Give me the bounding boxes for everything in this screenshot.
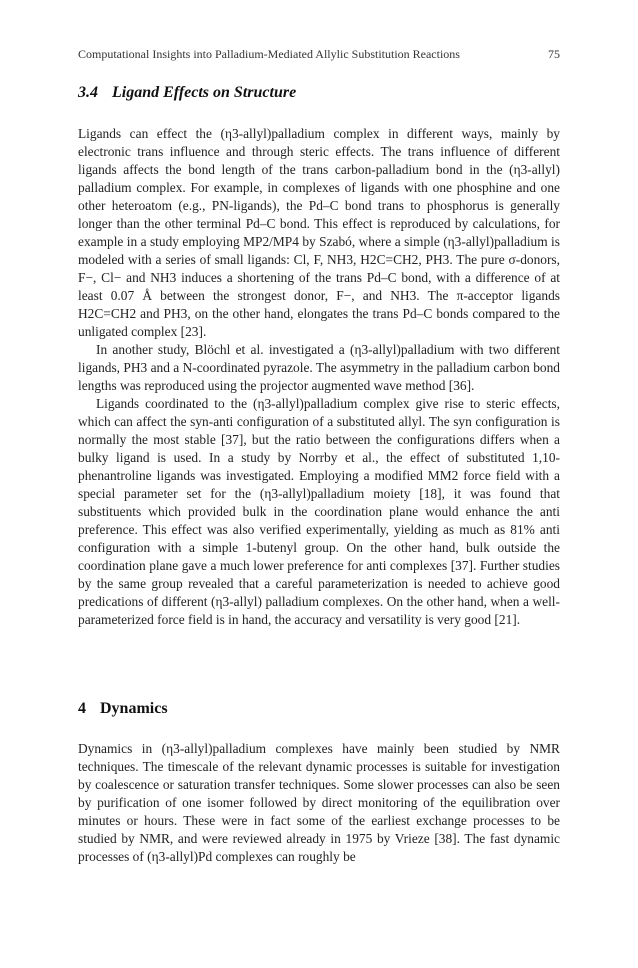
section-4-body [78,740,560,866]
paragraph: In another study, Blöchl et al. investigated a (η3-allyl)palladium with two different ligands, PH3 and a N-coordinated pyrazole. The asymmetry in the palladium carbon bond lengths was reproduced using the projector augmented wave method [36]. [78,342,560,393]
section-title: Ligand Effects on Structure [112,84,297,101]
section-title: Dynamics [100,700,168,717]
running-head [78,47,560,62]
section-heading-3-4 [78,84,296,102]
section-number: 3.4 [78,84,98,101]
section-heading-4 [78,700,168,718]
paragraph: Ligands can effect the (η3-allyl)palladium complex in different ways, mainly by electronic trans influence and through steric effects. The trans influence of different ligands affects the bond length of the trans carbon-palladium bond in the (η3-allyl) palladium complex. For example, in complexes of ligands with one phosphine and one other heteroatom (e.g., PN-ligands), the Pd–C bond trans to phosphorus is generally longer than the other terminal Pd–C bond. This effect is reproduced by calculations, for example in a study employing MP2/MP4 by Szabó, where a simple (η3-allyl)palladium is modeled with a series of small ligands: Cl, F, NH3, H2C=CH2, PH3. The pure σ-donors, F−, Cl− and NH3 induces a shortening of the trans Pd–C bond, with a difference of at least 0.07 Å between the strongest donor, F−, and NH3. The π-acceptor ligands H2C=CH2 and PH3, on the other hand, elongates the trans Pd–C bonds compared to the unligated complex [23]. [78,126,560,339]
page-number: 75 [548,47,560,61]
section-number: 4 [78,700,86,717]
running-head-title: Computational Insights into Palladium-Mediated Allylic Substitution Reactions [78,47,460,61]
paragraph: Dynamics in (η3-allyl)palladium complexes have mainly been studied by NMR techniques. The timescale of the relevant dynamic processes is suitable for investigation by coalescence or saturation transfer techniques. Some slower processes can also be seen by purification of one isomer followed by direct monitoring of the equilibration over minutes or hours. These were in fact some of the earliest exchange processes to be studied by NMR, and were reviewed already in 1975 by Vrieze [38]. The fast dynamic processes of (η3-allyl)Pd complexes can roughly be [78,741,560,864]
section-3-4-body [78,125,560,629]
paragraph: Ligands coordinated to the (η3-allyl)palladium complex give rise to steric effects, which can affect the syn-anti configuration of a substituted allyl. The syn configuration is normally the most stable [37], but the ratio between the configurations differs when a bulky ligand is used. In a study by Norrby et al., the effect of substituted 1,10-phenantroline ligands was investigated. Employing a modified MM2 force field with a special parameter set for the (η3-allyl)palladium moiety [18], it was found that substituents which provided bulk in the coordination plane would enhance the anti preference. This effect was also verified experimentally, yielding as much as 81% anti configuration with a simple 1-butenyl group. On the other hand, bulk outside the coordination plane gave a much lower preference for anti complexes [37]. Further studies by the same group revealed that a careful parameterization is needed to achieve good predications of different (η3-allyl) palladium complexes. On the other hand, when a well-parameterized force field is in hand, the accuracy and versatility is very good [21]. [78,396,560,627]
